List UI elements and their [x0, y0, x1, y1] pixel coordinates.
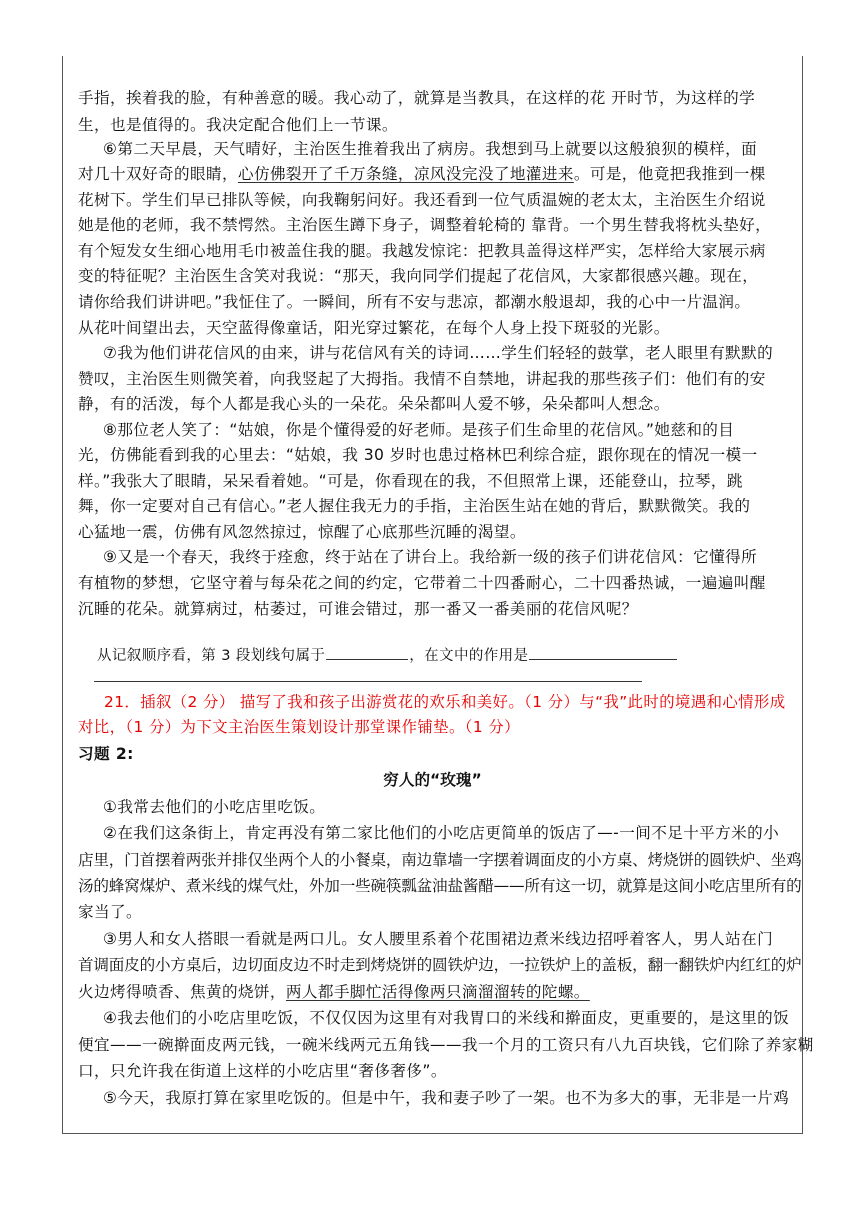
exercise-label: 习题 2: [78, 745, 134, 763]
passage-line: 沉睡的花朵。就算病过，枯萎过，可谁会错过，那一番又一番美丽的花信风呢？ [78, 600, 638, 618]
passage-line: 汤的蜂窝煤炉、煮米线的煤气灶，外加一些碗筷瓢盆油盐酱醋——所有这一切，就算是这间小吃店里所有的 [78, 877, 802, 895]
paragraph-9-start: ⑨又是一个春天，我终于痊愈，终于站在了讲台上。我给新一级的孩子们讲花信风：它懂得所 [103, 548, 758, 566]
passage-line: 有植物的梦想，它坚守着与每朵花之间的约定，它带着二十四番耐心，二十四番热诚，一遍遍叫醒 [78, 574, 766, 592]
passage-line: 店里，门首摆着两张并排仅坐两个人的小餐桌，南边靠墙一字摆着调面皮的小方桌、烤烧饼的圆铁炉、坐鸡 [78, 851, 802, 869]
paragraph-4-start: ④我去他们的小吃店里吃饭，不仅仅因为这里有对我胃口的米线和擀面皮，更重要的，是这里的饭 [103, 1009, 790, 1027]
passage-line: 从花叶间望出去，天空蓝得像童话，阳光穿过繁花，在每个人身上投下斑驳的光影。 [78, 319, 670, 337]
passage-line: 心猛地一震，仿佛有风忽然掠过，惊醒了心底那些沉睡的渴望。 [78, 523, 526, 541]
answer-blank-1[interactable] [326, 643, 408, 660]
paragraph-1: ①我常去他们的小吃店里吃饭。 [103, 798, 326, 816]
paragraph-5-start: ⑤今天，我原打算在家里吃饭的。但是中午，我和妻子吵了一架。也不为多大的事，无非是一片鸡 [103, 1089, 790, 1107]
passage-line: 舞，你一定要对自己有信心。”老人握住我无力的手指，主治医生站在她的背后，默默微笑。我的 [78, 497, 751, 515]
passage-line: 家当了。 [78, 903, 142, 921]
passage-line: 样。”我张大了眼睛，呆呆看着她。“可是，你看现在的我，不但照常上课，还能登山，拉琴，跳 [78, 472, 743, 490]
passage-line: 静，有的活泼，每个人都是我心头的一朵花。朵朵都叫人爱不够，朵朵都叫人想念。 [78, 395, 670, 413]
underlined-sentence: 两人都手脚忙活得像两只滴溜溜转的陀螺。 [285, 983, 590, 1001]
passage-title: 穷人的“玫瑰” [383, 771, 482, 789]
passage-line: 她是他的老师，我不禁愕然。主治医生蹲下身子，调整着轮椅的 靠背。一个男生替我将枕头垫好， [78, 216, 772, 234]
underlined-sentence: 心仿佛裂开了千万条缝，凉风没完没了地灌进来 [237, 165, 574, 183]
passage-line: 有个短发女生细心地用毛巾被盖住我的腿。我越发惊诧：把教具盖得这样严实，怎样给大家展示病 [78, 242, 766, 260]
passage-line: 请你给我们讲讲吧。”我怔住了。一瞬间，所有不安与悲凉，都潮水般退却，我的心中一片温润。 [78, 293, 751, 311]
passage-line: 光，仿佛能看到我的心里去：“姑娘，我 30 岁时也患过格林巴利综合症，跟你现在的情况一模一 [78, 446, 758, 464]
passage-line: 变的特征呢？主治医生含笑对我说：“那天，我向同学们提起了花信风，大家都很感兴趣。现在， [78, 267, 759, 285]
paragraph-6-start: ⑥第二天早晨，天气晴好，主治医生推着我出了病房。我想到马上就要以这般狼狈的模样，面 [103, 140, 758, 158]
question-line: 从记叙顺序看，第 3 段划线句属于 ，在文中的作用是 [97, 643, 678, 668]
passage-line: 首调面皮的小方桌后，边切面皮边不时走到烤烧饼的圆铁炉边，一拉铁炉上的盖板，翻一翻铁炉内红红的炉 [78, 956, 802, 974]
answer-text: 对比，（1 分）为下文主治医生策划设计那堂课作铺垫。（1 分） [78, 718, 520, 736]
answer-blank-2[interactable] [529, 643, 677, 660]
answer-text: 21．插叙（2 分） 描写了我和孩子出游赏花的欢乐和美好。（1 分）与“我”此时的境遇和心情形成 [104, 693, 786, 711]
passage-line: 生，也是值得的。我决定配合他们上一节课。 [78, 116, 398, 134]
paragraph-7-start: ⑦我为他们讲花信风的由来，讲与花信风有关的诗词……学生们轻轻的鼓掌，老人眼里有默默的 [103, 344, 774, 362]
passage-line: 花树下。学生们早已排队等候，向我鞠躬问好。我还看到一位气质温婉的老太太，主治医生介绍说 [78, 191, 766, 209]
answer-line [94, 681, 642, 682]
passage-line: 赞叹，主治医生则微笑着，向我竖起了大拇指。我情不自禁地，讲起我的那些孩子们：他们有的安 [78, 370, 766, 388]
passage-line: 便宜——一碗擀面皮两元钱，一碗米线两元五角钱——我一个月的工资只有八九百块钱，它们除了养家糊 [78, 1036, 814, 1054]
paragraph-3-start: ③男人和女人搭眼一看就是两口儿。女人腰里系着个花围裙边煮米线边招呼着客人，男人站在门 [103, 930, 774, 948]
passage-line: 对几十双好奇的眼睛，心仿佛裂开了千万条缝，凉风没完没了地灌进来。可是，他竟把我推到一棵 [78, 165, 766, 183]
paragraph-8-start: ⑧那位老人笑了：“姑娘，你是个懂得爱的好老师。是孩子们生命里的花信风。”她慈和的目 [103, 421, 735, 439]
passage-line: 火边烤得喷香、焦黄的烧饼，两人都手脚忙活得像两只滴溜溜转的陀螺。 [78, 983, 590, 1001]
passage-line: 口，只允许我在街道上这样的小吃店里“奢侈奢侈”。 [78, 1062, 447, 1080]
passage-line: 手指，挨着我的脸，有种善意的暖。我心动了，就算是当教具，在这样的花 开时节，为这样的学 [78, 89, 756, 107]
paragraph-2-start: ②在我们这条街上，肯定再没有第二家比他们的小吃店更简单的饭店了—-一间不足十平方米的小 [103, 824, 780, 842]
